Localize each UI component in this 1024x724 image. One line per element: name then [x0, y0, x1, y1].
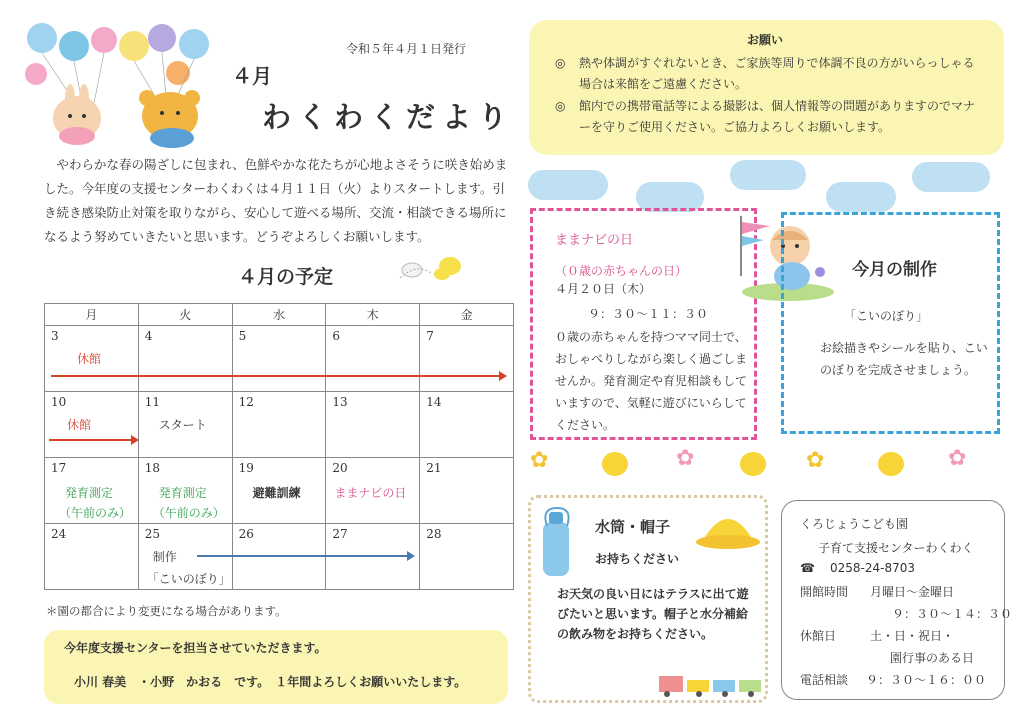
day-number: 13 [332, 395, 348, 409]
intro-paragraph: やわらかな春の陽ざしに包まれ、色鮮やかな花たちが心地よさそうに咲き始めました。今年度の支援センターわくわくは４月１１日（火）よりスタートします。引き続き感染防止対策を取りながら、安心して遊べる場所、交流・相談できる場所になるよう努めていきたいと思います。どうぞよろしくお願いします。 [44, 157, 508, 244]
day-number: 11 [144, 395, 161, 409]
weekday-fri: 金 [420, 304, 514, 326]
calendar-day [326, 458, 420, 524]
chick-icon [878, 452, 904, 476]
calendar-week-1 [45, 326, 514, 392]
chick-icon [602, 452, 628, 476]
checkup-label: 発育測定 [158, 486, 207, 500]
request-item [555, 53, 985, 95]
day-number: 12 [238, 395, 254, 409]
flower-icon: ✿ [676, 446, 695, 471]
day-number: 19 [238, 461, 254, 475]
day-number: 14 [426, 395, 442, 409]
cloud-decoration [826, 182, 896, 212]
bottle-subtitle: お持ちください [595, 552, 680, 566]
calendar-day [420, 326, 514, 392]
flower-icon: ✿ [948, 446, 967, 471]
hat-icon [693, 506, 763, 552]
calendar-note: ＊園の都合により変更になる場合があります。 [46, 604, 287, 618]
bottle-title: 水筒・帽子 [595, 518, 671, 536]
start-label: スタート [158, 418, 207, 432]
issue-date: 令和５年４月１日発行 [346, 42, 467, 56]
flower-icon: ✿ [806, 448, 825, 473]
calendar-day [138, 458, 232, 524]
calendar-day [232, 326, 326, 392]
calendar-week-4 [45, 524, 514, 590]
craft-name-label: 「こいのぼり」 [146, 572, 231, 586]
cloud-decoration [730, 160, 806, 190]
phone-number: 0258-24-8703 [830, 561, 916, 575]
consult-label: 電話相談 [800, 673, 849, 687]
consult-time: ９：３０～１６：００ [866, 673, 987, 687]
hours-time: ９：３０～１４：３０ [892, 607, 1013, 621]
calendar-day [45, 458, 139, 524]
cloud-decoration [528, 170, 608, 200]
chick-icon [740, 452, 766, 476]
closed-extra: 園行事のある日 [890, 651, 975, 665]
weekday-wed: 水 [232, 304, 326, 326]
calendar-day [420, 392, 514, 458]
day-number: 27 [332, 527, 348, 541]
calendar-day [420, 458, 514, 524]
day-number: 3 [51, 329, 59, 343]
day-number: 18 [144, 461, 161, 475]
day-number: 7 [426, 329, 434, 343]
closed-days-label: 休館日 [800, 629, 837, 643]
day-number: 26 [238, 527, 254, 541]
request-text: 館内での携帯電話等による撮影は、個人情報等の問題がありますのでマナーを守りご使用ください。ご協力よろしくお願いします。 [579, 99, 976, 134]
mamanavi-time: ９：３０～１１：３０ [588, 307, 709, 321]
calendar-day [138, 392, 232, 458]
org-name: くろじょうこども園 [800, 517, 909, 531]
weekday-tue: 火 [138, 304, 232, 326]
request-item [555, 96, 985, 138]
cloud-decoration [912, 162, 990, 192]
day-number: 10 [51, 395, 67, 409]
calendar-day [326, 524, 420, 590]
day-number: 6 [332, 329, 341, 343]
day-number: 24 [51, 527, 67, 541]
calendar-day [326, 392, 420, 458]
calendar-day [420, 524, 514, 590]
mamanavi-description: ０歳の赤ちゃんを持つママ同士で、おしゃべりしながら楽しく過ごしませんか。発育測定や育児相談もしていますので、気軽に遊びにいらしてください。 [555, 330, 748, 432]
bottle-description: お天気の良い日にはテラスに出て遊びたいと思います。帽子と水分補給の飲み物をお持ちください。 [557, 587, 749, 641]
april-calendar [44, 303, 514, 590]
calendar-day [138, 524, 232, 590]
craft-title: 今月の制作 [852, 260, 937, 280]
bottle-hat-box [528, 495, 768, 703]
bullet-icon: ◎ [555, 56, 566, 70]
day-number: 25 [144, 527, 161, 541]
butterfly-icon [398, 254, 468, 284]
hours-days: 月曜日～金曜日 [870, 585, 955, 599]
staff-names: 小川 春美 ・小野 かおる です。 １年間よろしくお願いいたします。 [74, 675, 467, 689]
mamanavi-title: ままナビの日 [555, 233, 634, 248]
water-bottle-icon [537, 506, 577, 580]
closed-period-arrow [49, 439, 137, 441]
weekday-mon: 月 [45, 304, 139, 326]
calendar-day [45, 326, 139, 392]
calendar-day [232, 392, 326, 458]
calendar-day [326, 326, 420, 392]
craft-box [781, 212, 1000, 434]
calendar-day [232, 524, 326, 590]
calendar-week-3 [45, 458, 514, 524]
closed-label: 休館 [77, 352, 102, 366]
checkup-note: （午前のみ） [152, 506, 225, 520]
craft-description: お絵描きやシールを貼り、こいのぼりを完成させましょう。 [820, 341, 988, 377]
balloon-animals-illustration [22, 18, 218, 148]
day-number: 17 [51, 461, 67, 475]
day-number: 21 [426, 461, 442, 475]
drill-label: 避難訓練 [252, 486, 301, 500]
checkup-label: 発育測定 [65, 486, 114, 500]
craft-name: 「こいのぼり」 [844, 309, 929, 323]
staff-intro: 今年度支援センターを担当させていただきます。 [64, 641, 327, 655]
center-name: 子育て支援センターわくわく [818, 541, 974, 555]
train-icon [659, 670, 765, 698]
bullet-icon: ◎ [555, 99, 566, 113]
phone-icon: ☎ [800, 561, 815, 575]
hours-label: 開館時間 [800, 585, 849, 599]
day-number: 4 [144, 329, 153, 343]
contact-box [781, 500, 1013, 700]
staff-announcement [44, 630, 508, 704]
calendar-day [45, 524, 139, 590]
weekday-thu: 木 [326, 304, 420, 326]
calendar-day [45, 392, 139, 458]
calendar-day [138, 326, 232, 392]
flower-icon: ✿ [530, 448, 549, 473]
newsletter-title: わくわくだより [262, 100, 515, 134]
day-number: 28 [426, 527, 442, 541]
day-number: 20 [332, 461, 348, 475]
craft-label: 制作 [152, 550, 177, 564]
calendar-week-2 [45, 392, 514, 458]
day-number: 5 [238, 329, 247, 343]
mamanavi-subtitle: （０歳の赤ちゃんの日） [555, 264, 688, 278]
request-box [529, 20, 1004, 155]
schedule-title: ４月の予定 [238, 266, 334, 288]
request-text: 熱や体調がすぐれないとき、ご家族等周りで体調不良の方がいらっしゃる場合は来館をご遠慮ください。 [579, 56, 975, 91]
checkup-note: （午前のみ） [59, 506, 132, 520]
mamanavi-label: ままナビの日 [334, 486, 407, 500]
calendar-day [232, 458, 326, 524]
closed-days: 土・日・祝日・ [870, 629, 955, 643]
request-title: お願い [747, 33, 784, 47]
closed-label: 休館 [67, 418, 92, 432]
issue-month: ４月 [232, 64, 272, 88]
mamanavi-date: ４月２０日（木） [555, 282, 652, 296]
